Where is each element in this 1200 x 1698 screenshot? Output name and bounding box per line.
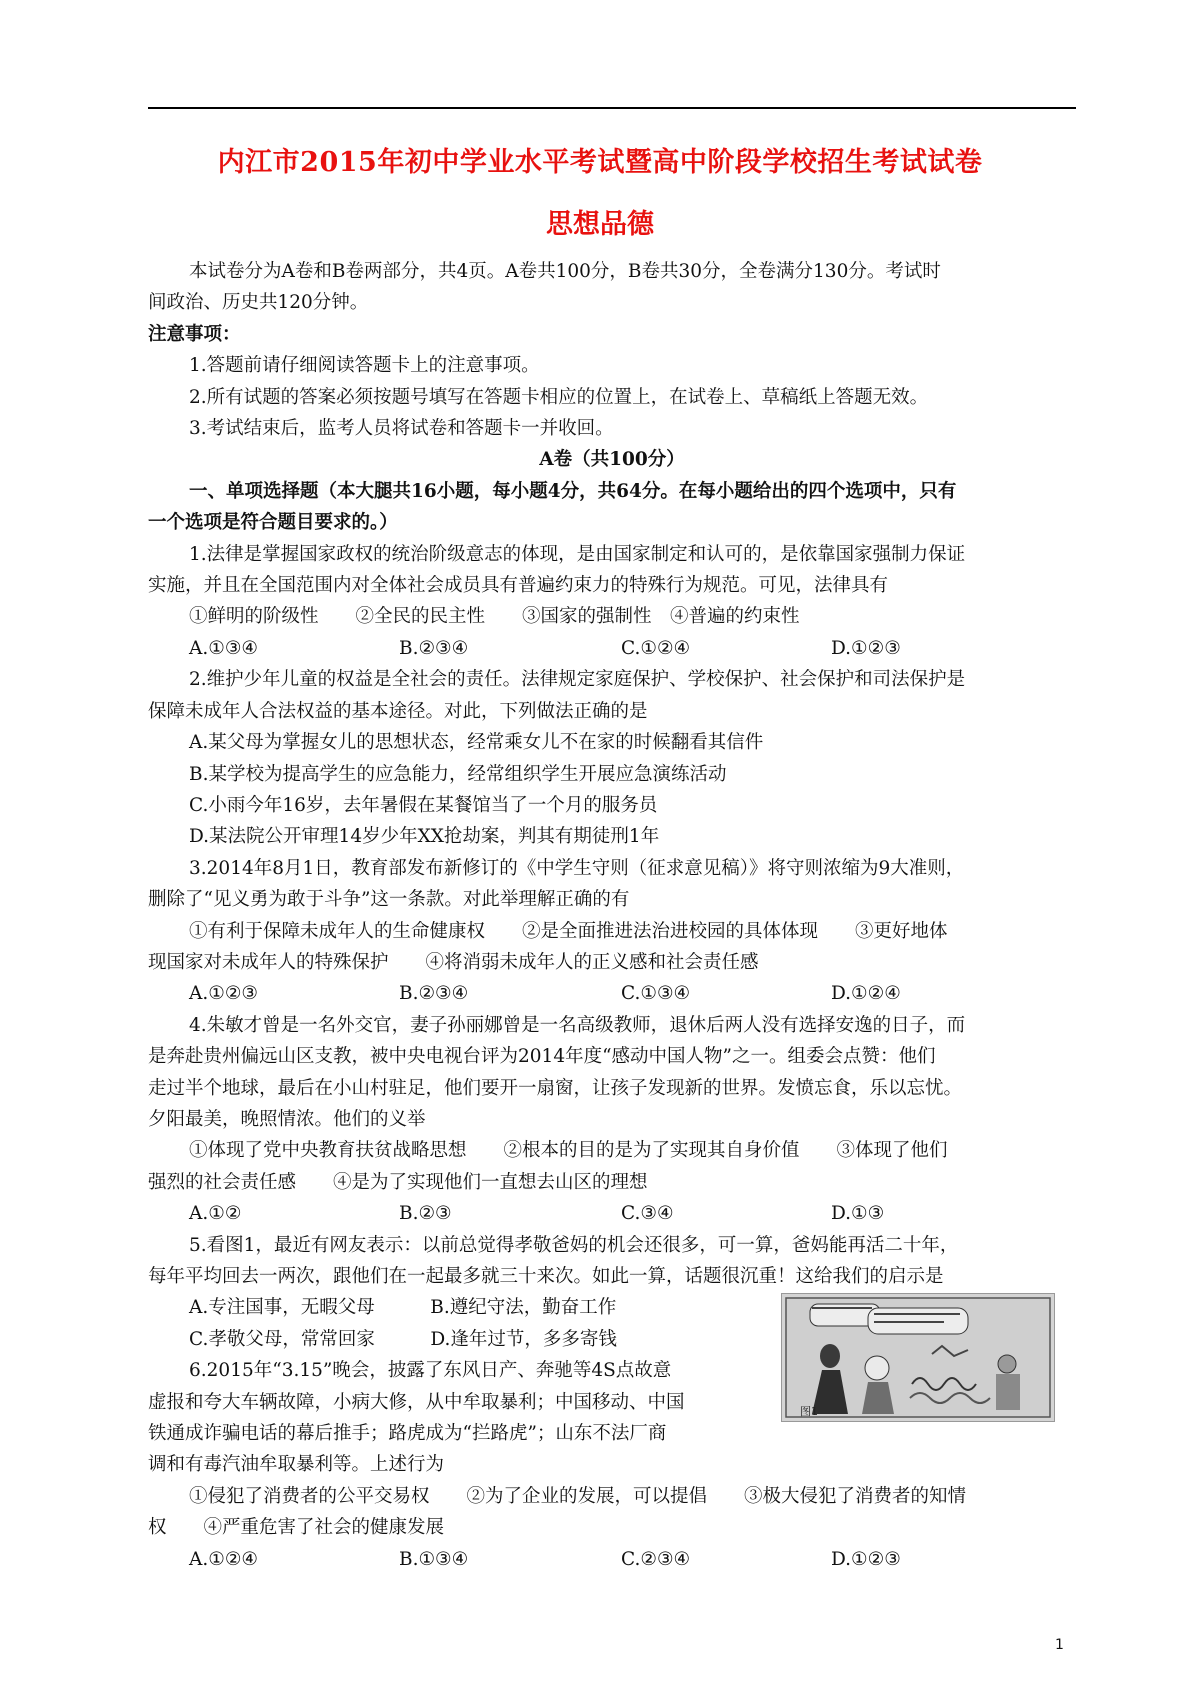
q4-stem-line-4: 夕阳最美，晚照情浓。他们的义举: [148, 1108, 426, 1130]
q4-statements-line-1: ①体现了党中央教育扶贫战略思想 ②根本的目的是为了实现其自身价值 ③体现了他们: [189, 1140, 948, 1162]
notice-heading: 注意事项：: [148, 323, 241, 345]
option-d: D.①②③: [831, 1548, 901, 1570]
q6-stem-line-1: 6.2015年“3.15”晚会，披露了东风日产、奔驰等4S点故意: [189, 1360, 672, 1382]
figure-1-cartoon: [781, 1293, 1055, 1422]
option-a: A.①③④: [189, 637, 258, 659]
q2-option-b: B.某学校为提高学生的应急能力，经常组织学生开展应急演练活动: [189, 763, 727, 785]
option-c: C.①③④: [621, 983, 691, 1005]
q6-options: [148, 1544, 1076, 1575]
q5-options-cd: C.孝敬父母，常常回家 D.逢年过节，多多寄钱: [189, 1328, 617, 1350]
q1-stem-line-1: 1.法律是掌握国家政权的统治阶级意志的体现，是由国家制定和认可的，是依靠国家强制力保证: [189, 543, 966, 565]
exam-title: 内江市2015年初中学业水平考试暨高中阶段学校招生考试试卷: [217, 147, 983, 178]
option-a: A.①②: [189, 1203, 242, 1225]
q2-stem-line-1: 2.维护少年儿童的权益是全社会的责任。法律规定家庭保护、学校保护、社会保护和司法保护是: [189, 669, 966, 691]
q4-statements-line-2: 强烈的社会责任感 ④是为了实现他们一直想去山区的理想: [148, 1171, 648, 1193]
q1-statements: ①鲜明的阶级性 ②全民的民主性 ③国家的强制性 ④普遍的约束性: [189, 606, 800, 628]
q4-stem-line-1: 4.朱敏才曾是一名外交官，妻子孙丽娜曾是一名高级教师，退休后两人没有选择安逸的日子，而: [189, 1014, 966, 1036]
option-b: B.①③④: [399, 1548, 469, 1570]
notice-item: 3.考试结束后，监考人员将试卷和答题卡一并收回。: [189, 418, 614, 440]
q6-stem-line-4: 调和有毒汽油牟取暴利等。上述行为: [148, 1454, 445, 1476]
q6-statements-line-1: ①侵犯了消费者的公平交易权 ②为了企业的发展，可以提倡 ③极大侵犯了消费者的知情: [189, 1485, 967, 1507]
option-b: B.②③: [399, 1203, 452, 1225]
q4-options: [148, 1198, 1076, 1229]
option-d: D.①②③: [831, 637, 901, 659]
q2-option-c: C.小雨今年16岁，去年暑假在某餐馆当了一个月的服务员: [189, 794, 658, 816]
q1-stem-line-2: 实施，并且在全国范围内对全体社会成员具有普遍约束力的特殊行为规范。可见，法律具有: [148, 575, 889, 597]
subject-title: 思想品德: [546, 209, 654, 240]
option-b: B.②③④: [399, 983, 469, 1005]
intro-line-1: 本试卷分为A卷和B卷两部分，共4页。A卷共100分，B卷共30分，全卷满分130分。考试时: [189, 261, 941, 282]
option-b: B.②③④: [399, 637, 469, 659]
option-a: A.①②③: [189, 983, 258, 1005]
q5-options-ab: A.专注国事，无暇父母 B.遵纪守法，勤奋工作: [189, 1297, 617, 1319]
intro-line-2: 间政治、历史共120分钟。: [148, 292, 369, 314]
q2-stem-line-2: 保障未成年人合法权益的基本途径。对此，下列做法正确的是: [148, 700, 648, 722]
option-c: C.②③④: [621, 1548, 691, 1570]
figure-caption: 图1: [800, 1405, 818, 1418]
part1-instructions-line-2: 一个选项是符合题目要求的。）: [148, 512, 398, 534]
notice-item: 1.答题前请仔细阅读答题卡上的注意事项。: [189, 355, 540, 377]
q3-options: [148, 978, 1076, 1009]
q4-stem-line-2: 是奔赴贵州偏远山区支教，被中央电视台评为2014年度“感动中国人物”之一。组委会点赞：他们: [148, 1046, 936, 1068]
cartoon-illustration: [782, 1294, 1054, 1421]
option-d: D.①③: [831, 1203, 885, 1225]
section-a-heading: A卷（共100分）: [539, 449, 685, 471]
q2-option-d: D.某法院公开审理14岁少年XX抢劫案，判其有期徒刑1年: [189, 826, 660, 848]
q1-options: [148, 633, 1076, 664]
q3-statements-line-1: ①有利于保障未成年人的生命健康权 ②是全面推进法治进校园的具体体现 ③更好地体: [189, 920, 948, 942]
q6-statements-line-2: 权 ④严重危害了社会的健康发展: [148, 1517, 445, 1539]
option-d: D.①②④: [831, 983, 901, 1005]
q5-stem-line-2: 每年平均回去一两次，跟他们在一起最多就三十来次。如此一算，话题很沉重！这给我们的启示是: [148, 1266, 944, 1287]
q4-stem-line-3: 走过半个地球，最后在小山村驻足，他们要开一扇窗，让孩子发现新的世界。发愤忘食，乐以忘忧。: [148, 1077, 963, 1099]
q3-stem-line-2: 删除了“见义勇为敢于斗争”这一条款。对此举理解正确的有: [148, 889, 630, 911]
q3-stem-line-1: 3.2014年8月1日，教育部发布新修订的《中学生守则（征求意见稿）》将守则浓缩为9大准则，: [189, 857, 965, 879]
option-a: A.①②④: [189, 1548, 258, 1570]
notice-item: 2.所有试题的答案必须按题号填写在答题卡相应的位置上，在试卷上、草稿纸上答题无效。: [189, 386, 929, 408]
q6-stem-line-3: 铁通成诈骗电话的幕后推手；路虎成为“拦路虎”；山东不法厂商: [148, 1423, 667, 1445]
page-number: 1: [1055, 1637, 1064, 1653]
q5-stem-line-1: 5.看图1，最近有网友表示：以前总觉得孝敬爸妈的机会还很多，可一算，爸妈能再活二十年，: [189, 1234, 959, 1256]
q3-statements-line-2: 现国家对未成年人的特殊保护 ④将消弱未成年人的正义感和社会责任感: [148, 951, 759, 973]
header-rule: [148, 107, 1076, 109]
option-c: C.①②④: [621, 637, 691, 659]
q6-stem-line-2: 虚报和夸大车辆故障，小病大修，从中牟取暴利；中国移动、中国: [148, 1391, 685, 1413]
part1-instructions-line-1: 一、单项选择题（本大腿共16小题，每小题4分，共64分。在每小题给出的四个选项中，只有: [189, 480, 957, 502]
q2-option-a: A.某父母为掌握女儿的思想状态，经常乘女儿不在家的时候翻看其信件: [189, 732, 764, 754]
option-c: C.③④: [621, 1203, 674, 1225]
